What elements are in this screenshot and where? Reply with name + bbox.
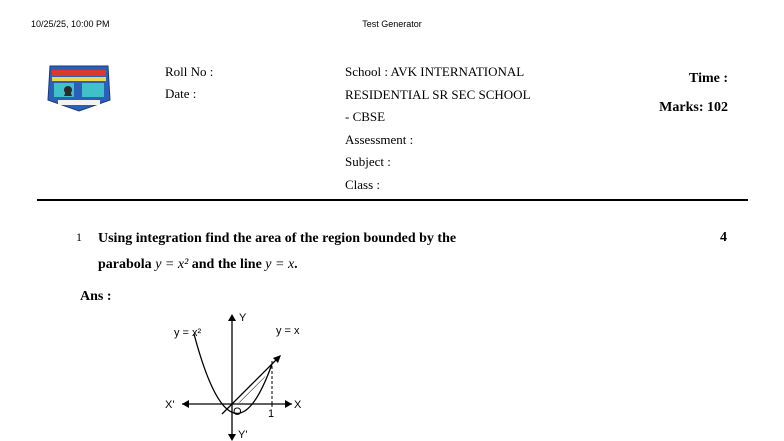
label-axis-y-neg: Y' [238, 429, 248, 441]
school-line-3: - CBSE [345, 109, 386, 124]
x-axis-arrow-right [285, 400, 292, 408]
question-line-2-mid: and the line [191, 257, 262, 272]
print-datetime: 10/25/25, 10:00 PM [31, 19, 110, 29]
question-line-2-end: . [294, 257, 298, 272]
label-axis-x: X [294, 399, 302, 411]
time-marks-column [659, 64, 728, 122]
question-line-2 [98, 252, 528, 278]
answer-figure [160, 306, 320, 441]
subject-label: Subject : [345, 154, 391, 169]
school-info-column [345, 61, 575, 196]
label-line: y = x [276, 325, 300, 337]
roll-no-label: Roll No : [165, 64, 214, 79]
print-header [0, 19, 784, 33]
y-axis-arrow-down [228, 434, 236, 441]
roll-date-column [165, 61, 213, 105]
question-number: 1 [76, 230, 82, 244]
question-marks: 4 [720, 230, 727, 245]
assessment-label: Assessment : [345, 131, 414, 147]
parabola-equation: y = x² [155, 257, 189, 272]
label-origin: O [233, 406, 242, 418]
label-parabola: y = x² [174, 327, 202, 339]
y-axis-arrow-up [228, 314, 236, 321]
question-line-1: Using integration find the area of the region bounded by the [98, 231, 457, 246]
school-line-2: RESIDENTIAL SR SEC SCHOOL [345, 86, 531, 102]
parabola-curve [194, 334, 272, 413]
label-tick-1: 1 [268, 408, 275, 420]
print-title: Test Generator [362, 19, 422, 29]
header-divider [37, 199, 748, 201]
time-label: Time : [688, 71, 728, 86]
class-label: Class : [345, 176, 381, 192]
answer-label: Ans : [80, 289, 112, 304]
label-axis-x-neg: X' [165, 399, 175, 411]
school-line-1: School : AVK INTERNATIONAL [345, 64, 525, 79]
total-marks: Marks: 102 [659, 100, 728, 115]
x-axis-arrow-left [182, 400, 189, 408]
label-axis-y: Y [239, 312, 247, 324]
school-logo [46, 62, 112, 112]
date-label: Date : [165, 86, 197, 101]
question-line-2-prefix: parabola [98, 257, 152, 272]
line-equation: y = x [265, 257, 295, 272]
question-text [98, 226, 528, 278]
